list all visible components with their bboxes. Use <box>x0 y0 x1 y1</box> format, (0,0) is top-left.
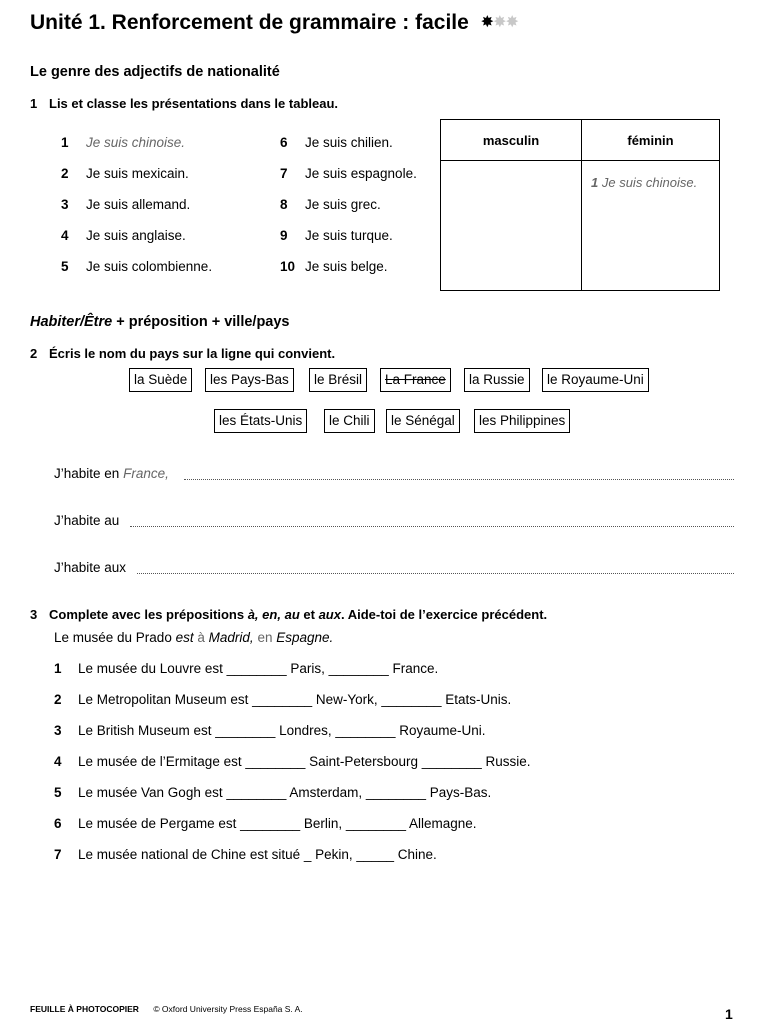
table-example-number: 1 <box>591 175 599 190</box>
item-text: Le musée Van Gogh est ________ Amsterdam, ________ Pays-Bas. <box>78 785 492 800</box>
list-item <box>61 197 190 212</box>
preposition: aux <box>318 607 341 622</box>
page-number: 1 <box>725 1006 733 1022</box>
item-number: 5 <box>61 259 69 274</box>
list-item <box>54 661 438 676</box>
fill-line-label <box>54 513 119 528</box>
item-number: 3 <box>61 197 69 212</box>
instruction-text: Lis et classe les présentations dans le tableau. <box>49 96 339 111</box>
exercise-2-instruction <box>30 346 335 361</box>
preposition: au <box>284 607 300 622</box>
word-box: les Pays-Bas <box>205 368 294 392</box>
list-item <box>54 816 477 831</box>
answer-line[interactable] <box>137 573 734 574</box>
example-text: Le musée du Prado <box>54 630 172 645</box>
list-item <box>280 197 381 212</box>
page-title <box>30 11 518 35</box>
list-item <box>54 692 511 707</box>
word-box: le Royaume-Uni <box>542 368 649 392</box>
example-text: Madrid, <box>208 630 254 645</box>
answer-line[interactable] <box>130 526 734 527</box>
section-heading-nationality: Le genre des adjectifs de nationalité <box>30 64 280 80</box>
item-text: Je suis espagnole. <box>305 166 417 181</box>
exercise-number: 3 <box>30 607 38 622</box>
table-header-masculin: masculin <box>441 120 582 161</box>
exercise-number: 2 <box>30 346 38 361</box>
footer-copyright: © Oxford University Press España S. A. <box>153 1004 303 1014</box>
item-text: Le musée de Pergame est ________ Berlin, ________ Allemagne. <box>78 816 477 831</box>
instruction-text: Écris le nom du pays sur la ligne qui convient. <box>49 346 336 361</box>
instruction-text: et <box>303 607 315 622</box>
item-text: Je suis chinoise. <box>86 135 186 150</box>
list-item <box>280 166 417 181</box>
item-number: 1 <box>61 135 69 150</box>
item-number: 7 <box>280 166 288 181</box>
list-item <box>280 228 393 243</box>
list-item <box>280 259 388 274</box>
preposition: à, <box>247 607 259 622</box>
item-number: 7 <box>54 847 62 862</box>
list-item <box>280 135 393 150</box>
item-number: 4 <box>54 754 62 769</box>
line-label: J’habite en <box>54 466 120 481</box>
item-number: 9 <box>280 228 288 243</box>
item-text: Je suis belge. <box>305 259 388 274</box>
word-box: le Brésil <box>309 368 367 392</box>
star-empty-icon: ✸ <box>493 14 506 31</box>
item-number: 2 <box>61 166 69 181</box>
answer-line[interactable] <box>184 479 734 480</box>
exercise-number: 1 <box>30 96 38 111</box>
fill-line-label <box>54 466 169 481</box>
item-text: Le musée du Louvre est ________ Paris, ________ France. <box>78 661 439 676</box>
example-answer: en <box>257 630 273 645</box>
item-text: Le British Museum est ________ Londres, ________ Royaume-Uni. <box>78 723 486 738</box>
list-item <box>54 785 491 800</box>
item-text: Je suis allemand. <box>86 197 191 212</box>
fill-line-label <box>54 560 126 575</box>
item-number: 3 <box>54 723 62 738</box>
item-text: Le musée de l’Ermitage est ________ Saint-Petersbourg ________ Russie. <box>78 754 531 769</box>
item-text: Le musée national de Chine est situé _ Pekin, _____ Chine. <box>78 847 437 862</box>
preposition: en, <box>262 607 281 622</box>
item-text: Je suis turque. <box>305 228 393 243</box>
word-box-crossed: La France <box>380 368 451 392</box>
item-text: Je suis colombienne. <box>86 259 213 274</box>
list-item <box>54 723 486 738</box>
item-text: Je suis chilien. <box>305 135 393 150</box>
word-box: la Suède <box>129 368 192 392</box>
gender-table <box>440 119 720 291</box>
list-item <box>61 166 189 181</box>
list-item <box>54 847 437 862</box>
item-number: 5 <box>54 785 62 800</box>
example-text: est <box>175 630 194 645</box>
line-example: France, <box>123 466 169 481</box>
item-number: 2 <box>54 692 62 707</box>
word-box: le Sénégal <box>386 409 460 433</box>
word-box: le Chili <box>324 409 375 433</box>
example-text: Espagne. <box>276 630 334 645</box>
word-box: les Philippines <box>474 409 570 433</box>
item-number: 8 <box>280 197 288 212</box>
heading-italic: Habiter/Être <box>30 314 113 330</box>
item-text: Je suis grec. <box>305 197 381 212</box>
list-item <box>61 135 185 150</box>
line-label: J’habite aux <box>54 560 127 575</box>
section-heading-habiter <box>30 314 290 330</box>
word-box: les États-Unis <box>214 409 307 433</box>
item-number: 6 <box>54 816 62 831</box>
exercise-3-instruction <box>30 607 547 622</box>
list-item <box>54 754 531 769</box>
star-empty-icon: ✸ <box>505 14 518 31</box>
item-number: 1 <box>54 661 62 676</box>
instruction-text: . Aide-toi de l’exercice précédent. <box>340 607 548 622</box>
item-text: Je suis mexicain. <box>86 166 189 181</box>
list-item <box>61 259 212 274</box>
footer <box>30 1004 303 1014</box>
table-cell-feminin[interactable] <box>582 161 720 291</box>
difficulty-stars <box>481 12 518 32</box>
table-example-text: Je suis chinoise. <box>601 175 698 190</box>
item-text: Je suis anglaise. <box>86 228 186 243</box>
table-header-feminin: féminin <box>582 120 720 161</box>
item-number: 4 <box>61 228 69 243</box>
table-cell-masculin[interactable] <box>441 161 582 291</box>
word-box: la Russie <box>464 368 530 392</box>
item-text: Le Metropolitan Museum est ________ New-York, ________ Etats-Unis. <box>78 692 512 707</box>
page-title-text: Unité 1. Renforcement de grammaire : facile <box>30 11 469 34</box>
instruction-text: Complete avec les prépositions <box>49 607 245 622</box>
exercise-1-instruction <box>30 96 338 111</box>
star-filled-icon: ✸ <box>480 14 494 31</box>
list-item <box>61 228 186 243</box>
heading-rest: + préposition + ville/pays <box>116 314 290 330</box>
footer-label: FEUILLE À PHOTOCOPIER <box>30 1004 139 1014</box>
exercise-3-example <box>54 630 333 645</box>
item-number: 6 <box>280 135 288 150</box>
line-label: J’habite au <box>54 513 120 528</box>
item-number: 10 <box>280 259 296 274</box>
example-answer: à <box>197 630 205 645</box>
